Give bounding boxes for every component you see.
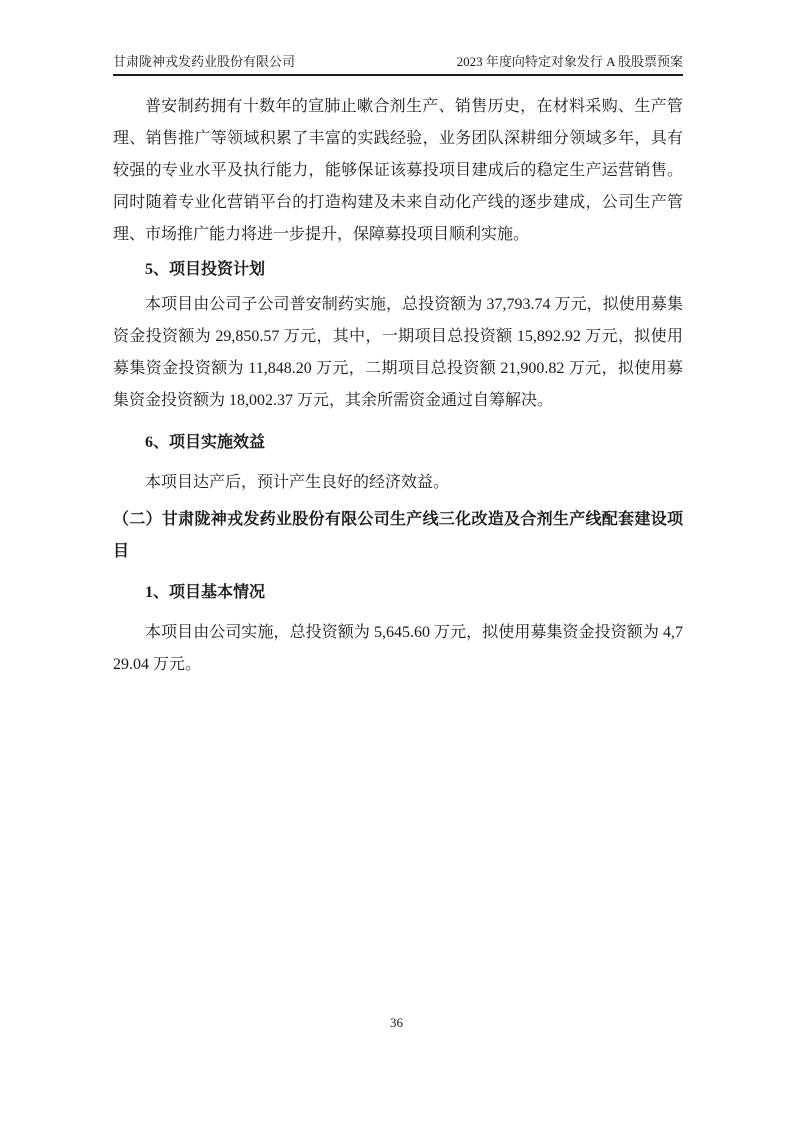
header-company-name: 甘肃陇神戎发药业股份有限公司 — [113, 54, 296, 69]
header-document-title: 2023 年度向特定对象发行 A 股股票预案 — [456, 54, 683, 69]
paragraph-project-basic-info: 本项目由公司实施，总投资额为 5,645.60 万元，拟使用募集资金投资额为 4,729.04 万元。 — [113, 624, 683, 673]
heading-project-basic-info: 1、项目基本情况 — [145, 584, 266, 601]
page-header — [113, 53, 683, 76]
document-body — [113, 91, 683, 681]
heading-implementation-benefit: 6、项目实施效益 — [145, 434, 266, 451]
heading-investment-plan: 5、项目投资计划 — [145, 261, 266, 278]
page-footer — [0, 1014, 793, 1032]
paragraph-implementation-benefit: 本项目达产后，预计产生良好的经济效益。 — [145, 474, 450, 491]
paragraph-investment-plan: 本项目由公司子公司普安制药实施，总投资额为 37,793.74 万元，拟使用募集资金投资额为 29,850.57 万元，其中，一期项目总投资额 15,892.92 万元，拟使用募集资金投资额为 11,848.20 万元，二期项目总投资额 21,900.82 万元，拟使用募集资金投资额为 18,002.37 万元，其余所需资金通过自筹解决。 — [113, 296, 683, 409]
paragraph-company-intro: 普安制药拥有十数年的宣肺止嗽合剂生产、销售历史，在材料采购、生产管理、销售推广等领域积累了丰富的实践经验，业务团队深耕细分领域多年，具有较强的专业水平及执行能力，能够保证该募投项目建成后的稳定生产运营销售。同时随着专业化营销平台的打造构建及未来自动化产线的逐步建成，公司生产管理、市场推广能力将进一步提升，保障募投项目顺利实施。 — [113, 98, 683, 243]
page-number: 36 — [390, 1015, 403, 1030]
heading-section-2: （二）甘肃陇神戎发药业股份有限公司生产线三化改造及合剂生产线配套建设项目 — [113, 511, 683, 560]
